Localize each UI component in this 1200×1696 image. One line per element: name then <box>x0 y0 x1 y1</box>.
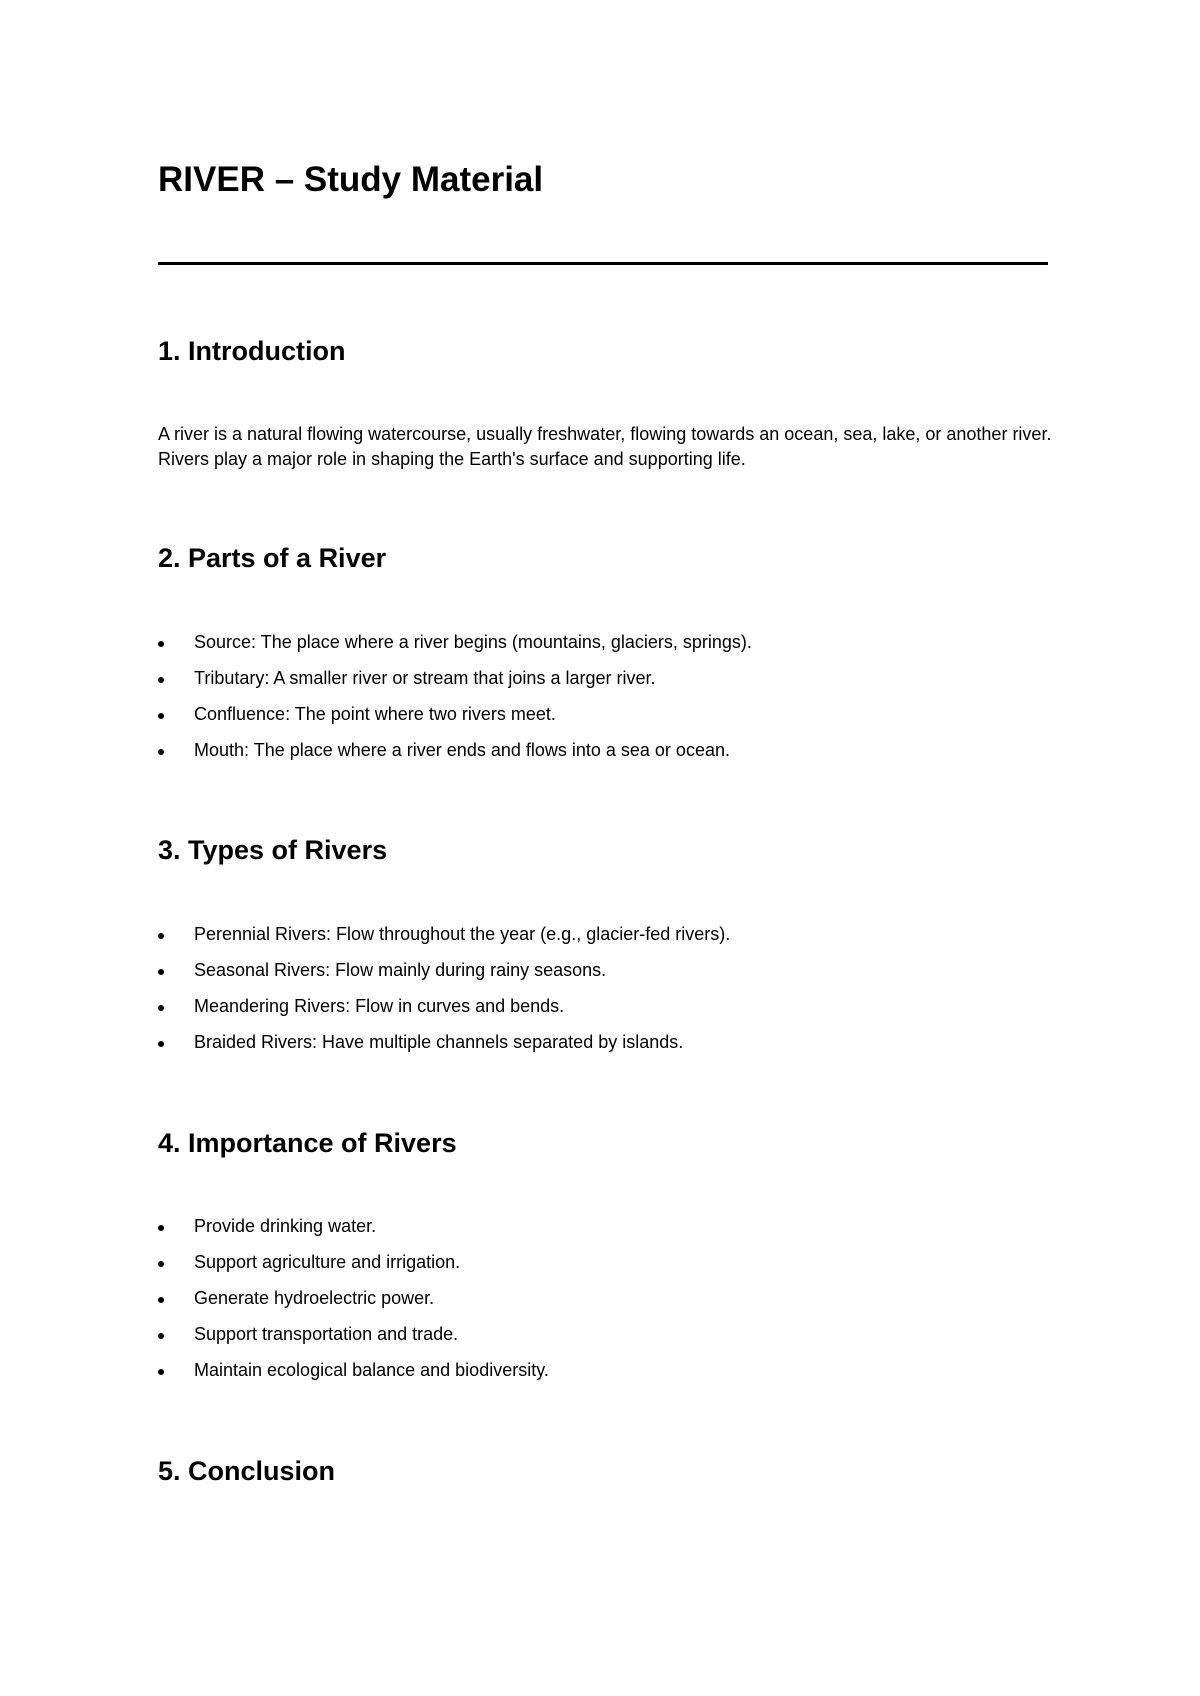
list-item: Meandering Rivers: Flow in curves and bends. <box>158 994 1058 1030</box>
list-item: Perennial Rivers: Flow throughout the year (e.g., glacier-fed rivers). <box>158 922 1058 958</box>
list-item: Mouth: The place where a river ends and flows into a sea or ocean. <box>158 738 1058 774</box>
section-heading-importance: 4. Importance of Rivers <box>158 1128 457 1158</box>
section-heading-types: 3. Types of Rivers <box>158 835 388 865</box>
bullet-icon <box>158 969 164 975</box>
bullet-icon <box>158 933 164 939</box>
bullet-icon <box>158 1225 164 1231</box>
bullet-icon <box>158 1369 164 1375</box>
list-item: Confluence: The point where two rivers meet. <box>158 702 1058 738</box>
title-divider <box>158 262 1048 265</box>
types-list <box>158 922 1058 1066</box>
list-item: Support agriculture and irrigation. <box>158 1250 1058 1286</box>
importance-list <box>158 1214 1058 1394</box>
bullet-icon <box>158 1297 164 1303</box>
bullet-icon <box>158 1261 164 1267</box>
list-item: Maintain ecological balance and biodiversity. <box>158 1358 1058 1394</box>
bullet-icon <box>158 641 164 647</box>
list-item: Support transportation and trade. <box>158 1322 1058 1358</box>
list-item: Provide drinking water. <box>158 1214 1058 1250</box>
bullet-icon <box>158 1005 164 1011</box>
bullet-icon <box>158 677 164 683</box>
list-item: Generate hydroelectric power. <box>158 1286 1058 1322</box>
list-item: Tributary: A smaller river or stream that joins a larger river. <box>158 666 1058 702</box>
bullet-icon <box>158 749 164 755</box>
parts-list <box>158 630 1058 774</box>
bullet-icon <box>158 1333 164 1339</box>
list-item: Source: The place where a river begins (mountains, glaciers, springs). <box>158 630 1058 666</box>
page-title: RIVER – Study Material <box>158 160 544 199</box>
introduction-paragraph: A river is a natural flowing watercourse, usually freshwater, flowing towards an ocean, sea, lake, or another river. Rivers play a major role in shaping the Earth's surface and supporting life. <box>158 424 1052 469</box>
bullet-icon <box>158 1041 164 1047</box>
bullet-icon <box>158 713 164 719</box>
list-item: Seasonal Rivers: Flow mainly during rainy seasons. <box>158 958 1058 994</box>
list-item: Braided Rivers: Have multiple channels separated by islands. <box>158 1030 1058 1066</box>
section-heading-conclusion: 5. Conclusion <box>158 1456 336 1486</box>
section-heading-introduction: 1. Introduction <box>158 336 346 366</box>
section-heading-parts: 2. Parts of a River <box>158 543 387 573</box>
